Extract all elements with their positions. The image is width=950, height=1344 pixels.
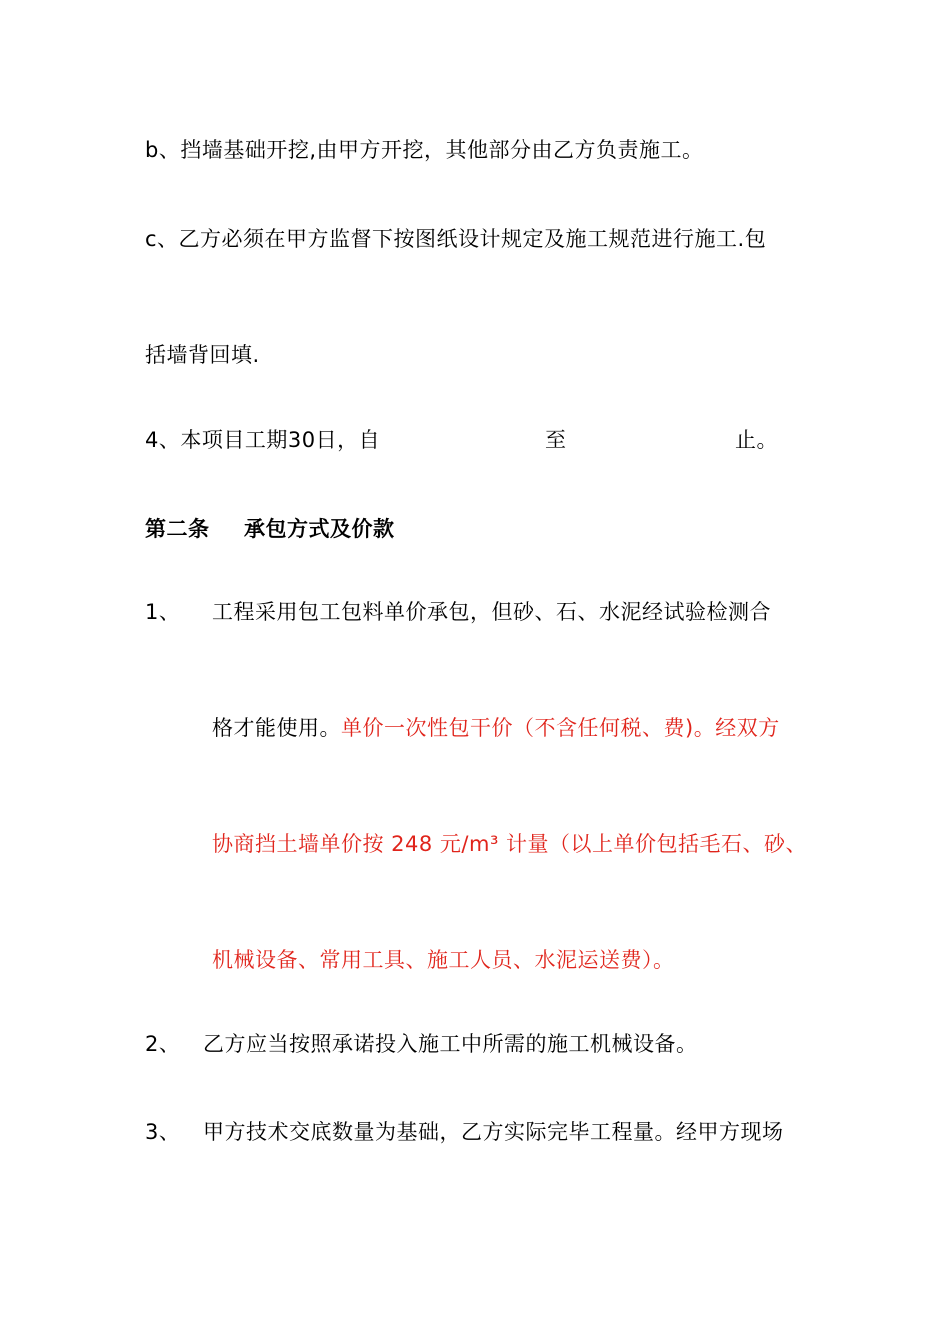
article-2-title: 承包方式及价款 [244, 517, 395, 541]
para-1-text: 工程采用包工包料单价承包，但砂、石、水泥经试验检测合 [212, 600, 771, 624]
article-2-number: 第二条 [145, 517, 210, 541]
para-2-number: 2、 [145, 1032, 181, 1056]
para-1-price-line: 协商挡土墙单价按 248 元/m³ 计量（以上单价包括毛石、砂、 [212, 832, 808, 856]
clause-c: c、乙方必须在甲方监督下按图纸设计规定及施工规范进行施工.包 [145, 227, 767, 251]
item-4-duration-end: 止。 [735, 428, 778, 452]
para-1-continuation-black: 格才能使用。 [212, 716, 341, 740]
para-1-number: 1、 [145, 600, 181, 624]
item-4-duration-to: 至 [545, 428, 567, 452]
para-1-price-line-end: 机械设备、常用工具、施工人员、水泥运送费）。 [212, 948, 675, 972]
para-3-number: 3、 [145, 1120, 181, 1144]
para-1-continuation [212, 713, 780, 743]
para-3-text: 甲方技术交底数量为基础，乙方实际完毕工程量。经甲方现场 [203, 1120, 784, 1144]
clause-b: b、挡墙基础开挖,由甲方开挖，其他部分由乙方负责施工。 [145, 138, 704, 162]
clause-c-continuation: 括墙背回填. [145, 343, 260, 367]
para-1-continuation-red: 单价一次性包干价（不含任何税、费)。经双方 [341, 716, 780, 740]
para-2-text: 乙方应当按照承诺投入施工中所需的施工机械设备。 [203, 1032, 698, 1056]
item-4-duration-start: 4、本项目工期30日，自 [145, 428, 381, 452]
